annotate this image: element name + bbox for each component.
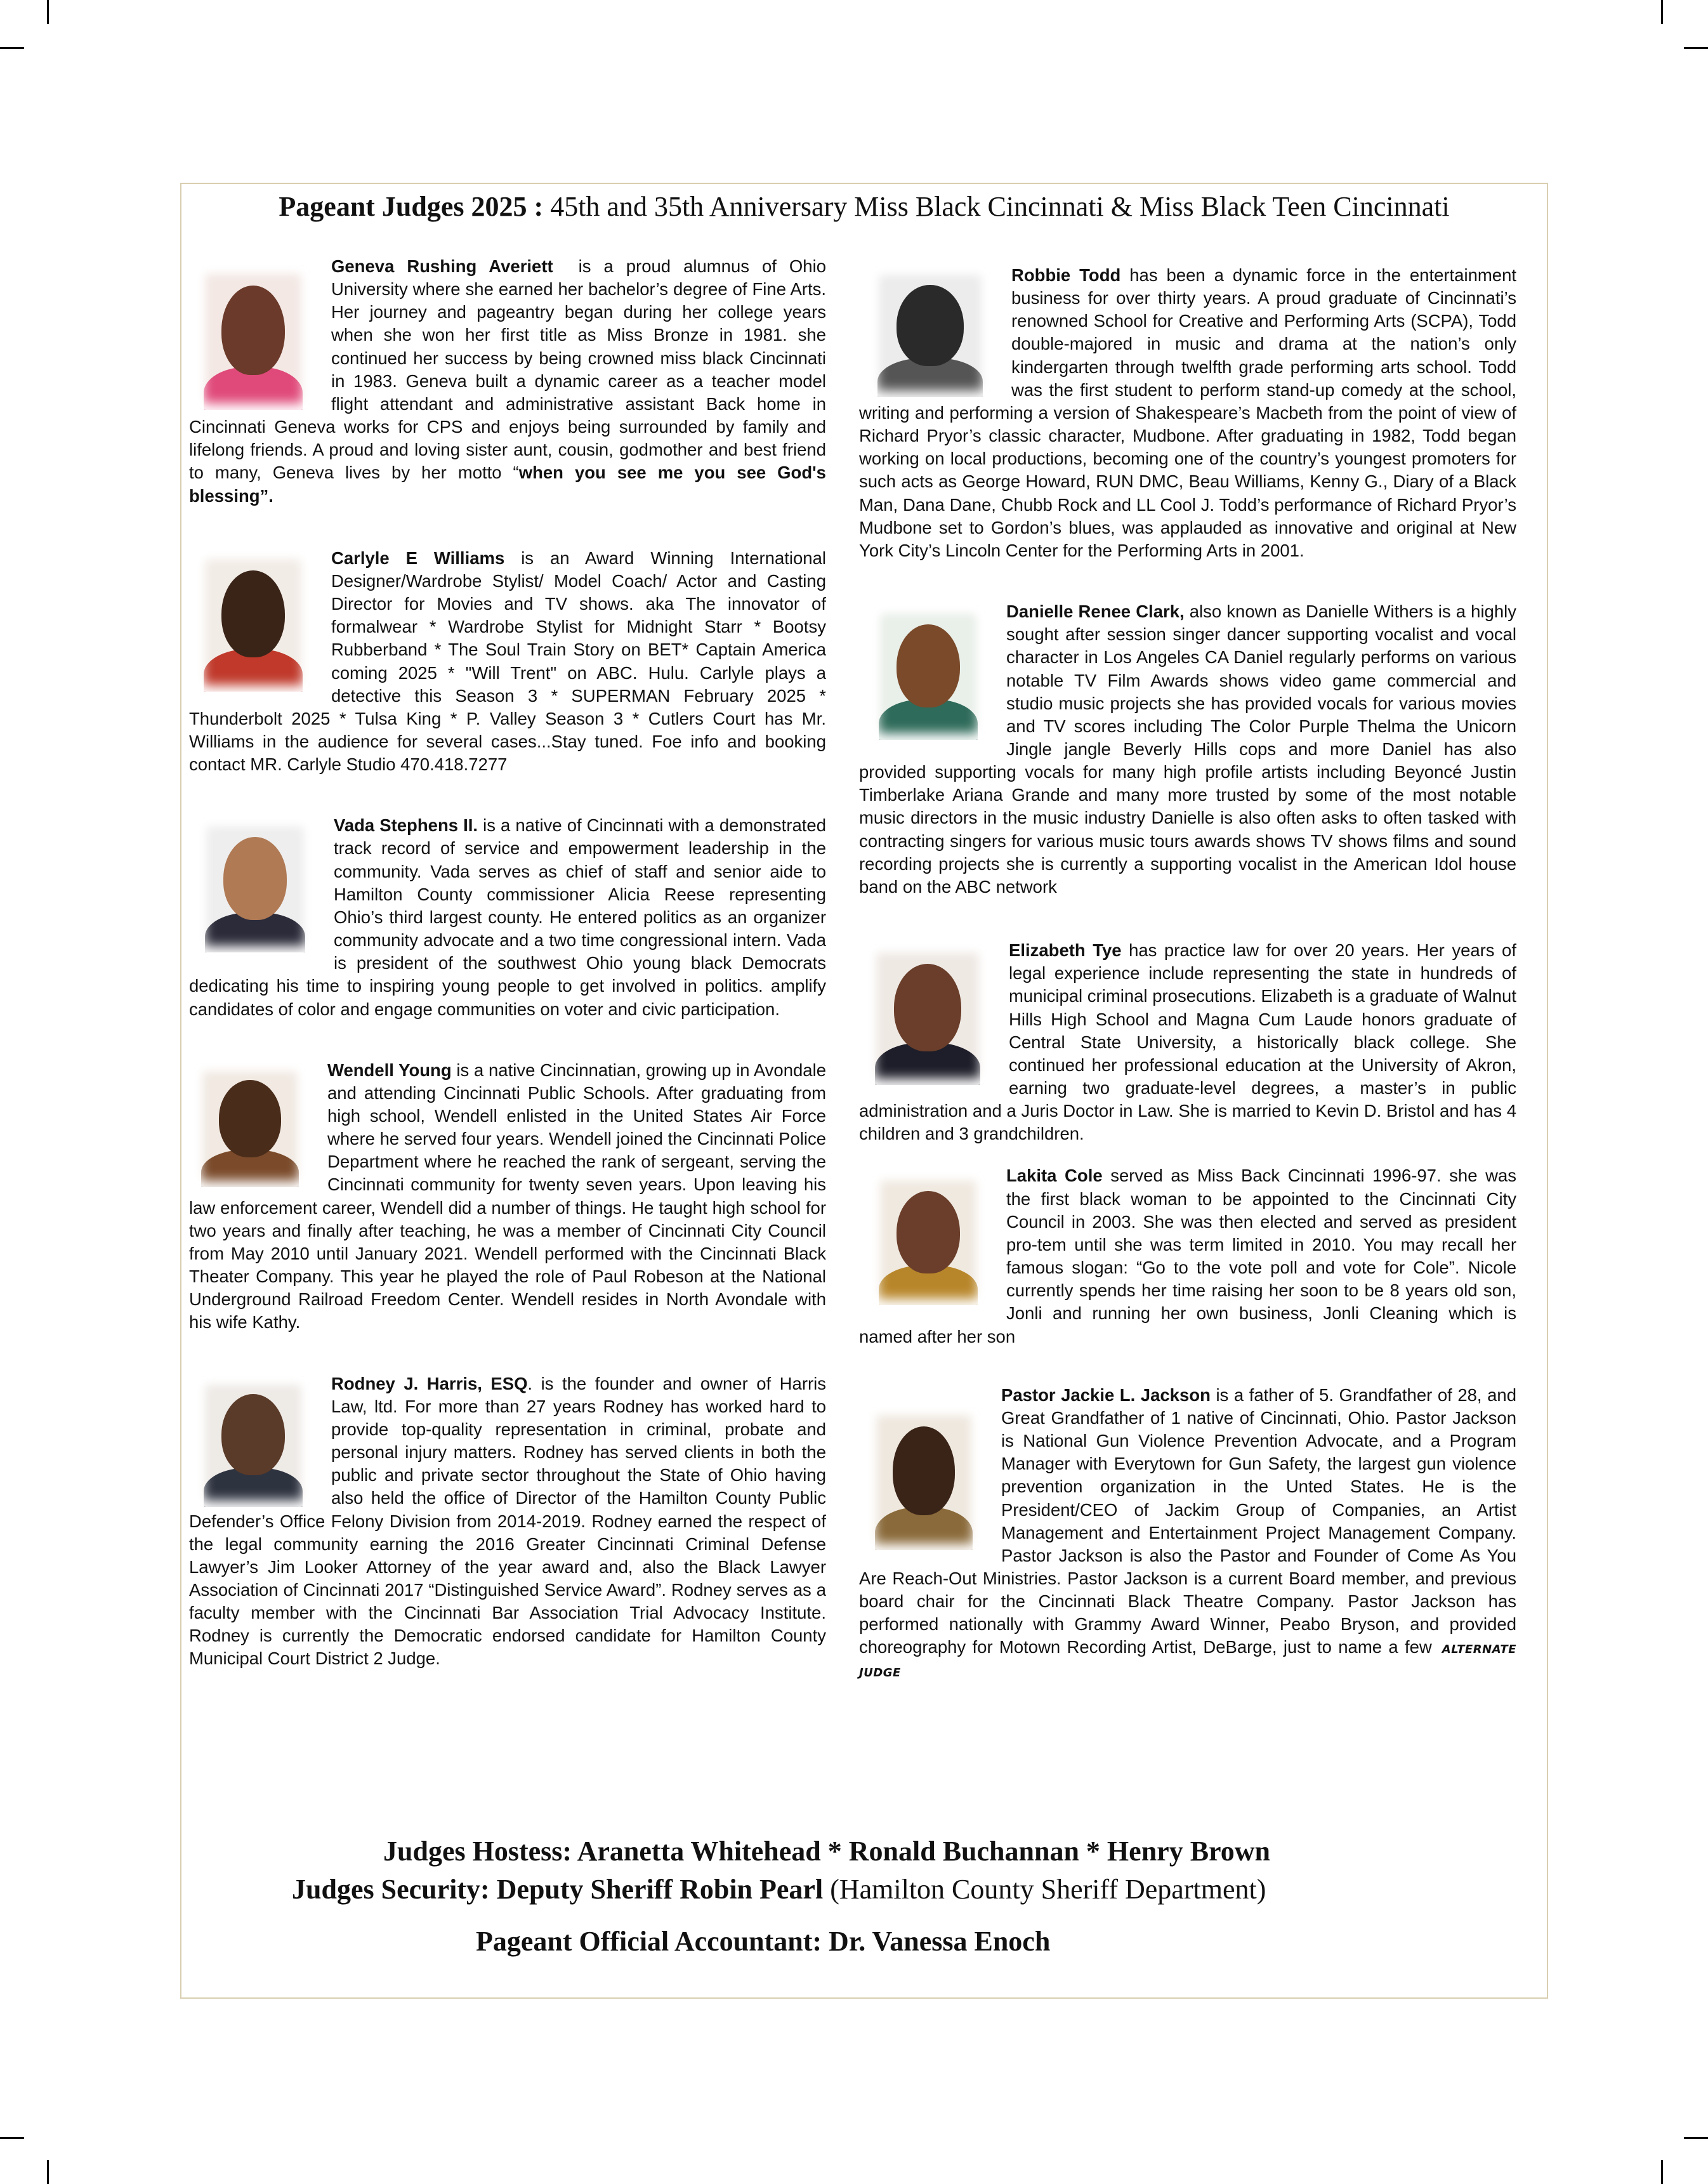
crop-mark xyxy=(1661,0,1663,24)
judge-photo xyxy=(872,1172,985,1305)
photo-glow xyxy=(197,1376,310,1507)
judge-name: Rodney J. Harris, ESQ xyxy=(331,1373,528,1393)
judge-bio-text: also known as Danielle Withers is a highly sought after session singer dancer supporting vocalist and vocal character in Los Angeles CA Daniel regularly performs on various notable TV Film Awards shows video game commercial and studio music projects she has provided vocals for various movies and TV scores including The Color Purple Thelma the Unicorn Jingle jangle Beverly Hills cops and more Daniel has also provided supporting vocals for many high profile artists including Beyoncé Justin Timberlake Ariana Grande and many more trusted by some of the most notable music directors in the music industry Danielle is also often asks to often tasked with contracting singers for various music tours awards shows TV shows films and sound recording projects she is currently a supporting vocalist in the American Idol house band on the ABC network xyxy=(859,602,1517,897)
judge-bio-text: has practice law for over 20 years. Her years of legal experience include representing the state in hundreds of municipal criminal prosecutions. Elizabeth is a graduate of Walnut Hills High School and Magna Cum Laude honors graduate of Central State University, a historically black college. She continued her professional education at the University of Akron, earning two graduate-level degrees, a master’s in public administration and a Juris Doctor in Law. She is married to Kevin D. Bristol and has 4 children and 3 grandchildren. xyxy=(859,940,1516,1144)
crop-mark xyxy=(1684,47,1708,49)
photo-glow xyxy=(197,551,310,692)
judge-name: Elizabeth Tye xyxy=(1009,940,1122,961)
bio-rodney xyxy=(189,1372,826,1671)
judge-bio-text: is a father of 5. Grandfather of 28, and Great Grandfather of 1 native of Cincinnati, Ohio. Pastor Jackson is National Gun Violence Prevention Advocate, and a Program Manager with Everytown for Gun Safety, the largest gun violence prevention organization in the Unted States. He is the President/CEO of Jackim Group of Companies, an Artist Management and Entertainment Project Management Company. Pastor Jackson is also the Pastor and Founder of Come As You Are Reach-Out Ministries. Pastor Jackson is a current Board member, and previous board chair for the Cincinnati Black Theatre Company. Pastor Jackson has performed nationally with Grammy Award Winner, Peabo Bryson, and provided choreography for Motown Recording Artist, DeBarge, just to name a few xyxy=(859,1385,1517,1657)
judge-bio-text: . is the founder and owner of Harris Law, ltd. For more than 27 years Rodney has worked hard to provide top-quality representation in criminal, probate and personal injury matters. Rodney has served clients in both the public and private sector throughout the State of Ohio having also held the office of Director of the Hamilton County Public Defender’s Office Felony Division from 2014-2019. Rodney earned the respect of the legal community earning the 2016 Greater Cincinnati Criminal Defense Lawyer’s Jim Looker Attorney of the year award and, also the Black Lawyer Association of Cincinnati 2017 “Distinguished Service Award”. Rodney serves as a faculty member with the Cincinnati Bar Association Trial Advocacy Institute. Rodney is currently the Democratic endorsed candidate for Hamilton County Municipal Court District 2 Judge. xyxy=(189,1373,827,1669)
photo-glow xyxy=(197,265,310,410)
judge-bio-text: has been a dynamic force in the entertainment business for over thirty years. A proud graduate of Cincinnati’s renowned School for Creative and Performing Arts (SCPA), Todd double-majored in music and drama at the nation’s only kindergarten through twelfth grade performing arts school. Todd was the first student to perform stand-up comedy at the school, writing and performing a version of Shakespeare’s Macbeth from the point of view of Richard Pryor’s classic character, Mudbone. After graduating in 1982, Todd began working on local productions, becoming one of the country’s youngest promoters for such acts as George Howard, RUN DMC, Beau Williams, Kenny G., Diary of a Black Man, Dana Dane, Chubb Rock and LL Cool J. Todd’s performance of Richard Pryor’s Mudbone set to Gordon’s blues, was applauded as innovative and original at New York City’s Lincoln Center for the Performing Arts in 2001. xyxy=(859,265,1517,560)
hostess-line xyxy=(383,1835,1270,1867)
bio-lakita xyxy=(859,1164,1516,1348)
bio-jackson xyxy=(859,1384,1516,1682)
judge-photo xyxy=(868,944,987,1085)
bio-danielle xyxy=(859,600,1516,898)
judge-photo xyxy=(197,551,310,692)
bio-carlyle xyxy=(189,547,826,777)
bio-wendell xyxy=(189,1059,826,1334)
left-column xyxy=(189,255,826,1671)
crop-mark xyxy=(47,0,49,24)
accountant-line xyxy=(476,1925,1050,1957)
judge-bio-text: is a native Cincinnatian, growing up in Avondale and attending Cincinnati Public Schools. After graduating from high school, Wendell enlisted in the United States Air Force where he served four years. Wendell joined the Cincinnati Police Department where he reached the rank of sergeant, serving the Cincinnati community for twenty seven years. Upon leaving his law enforcement career, Wendell did a number of things. He taught high school for two years and finally after teaching, he was a member of Cincinnati City Council from May 2010 until January 2021. Wendell performed with the Cincinnati Black Theater Company. This year he played the role of Paul Robeson at the National Underground Railroad Freedom Center. Wendell resides in North Avondale with his wife Kathy. xyxy=(189,1060,826,1332)
judge-bio-text: is a native of Cincinnati with a demonstrated track record of service and empowerment leadership in the community. Vada serves as chief of staff and senior aide to Hamilton County commissioner Alicia Reese representing Ohio’s third largest county. He entered politics as an organizer community advocate and a two time congressional intern. Vada is president of the southwest Ohio young black Democrats dedicating his time to inspiring young people to get involved in politics. amplify candidates of color and engage communities on voter and civic participation. xyxy=(189,815,826,1019)
security-line xyxy=(292,1873,1266,1905)
judge-photo xyxy=(872,605,985,740)
judge-bio-text: is a proud alumnus of Ohio University where she earned her bachelor’s degree of Fine Arts. Her journey and pageantry began during her college years when she won her first title as Miss Bronze in 1981. she continued her success by being crowned miss black Cincinnati in 1983. Geneva built a dynamic career as a teacher model flight attendant and administrative assistant Back home in Cincinnati Geneva works for CPS and enjoys being surrounded by family and lifelong friends. A proud and loving sister aunt, cousin, godmother and best friend to many, Geneva lives by her motto “ xyxy=(189,256,826,483)
judge-name: Lakita Cole xyxy=(1006,1166,1103,1186)
security-rest: (Hamilton County Sheriff Department) xyxy=(823,1874,1266,1905)
title-rest: 45th and 35th Anniversary Miss Black Cincinnati & Miss Black Teen Cincinnati xyxy=(543,191,1450,222)
accountant-text: Pageant Official Accountant: Dr. Vanessa Enoch xyxy=(476,1926,1051,1957)
right-column xyxy=(859,255,1516,1682)
judge-photo xyxy=(197,265,310,410)
page-title xyxy=(181,190,1547,223)
title-bold: Pageant Judges 2025 : xyxy=(279,191,544,222)
alternate-judge-tag: ALTERNATE JUDGE xyxy=(859,1643,1516,1680)
judge-name: Geneva Rushing Averiett xyxy=(331,256,553,276)
photo-glow xyxy=(872,605,985,740)
photo-glow xyxy=(194,1063,306,1187)
judge-name: Robbie Todd xyxy=(1011,265,1121,285)
photo-glow xyxy=(868,944,987,1085)
judge-photo xyxy=(198,818,312,952)
judge-name: Pastor Jackie L. Jackson xyxy=(1001,1385,1211,1405)
judge-name: Danielle Renee Clark, xyxy=(1006,602,1185,622)
photo-glow xyxy=(870,266,990,397)
judge-photo xyxy=(194,1063,306,1187)
judge-photo xyxy=(868,1407,980,1550)
hostess-label: Judges Hostess xyxy=(383,1836,563,1867)
judge-name: Carlyle E Williams xyxy=(331,548,505,568)
crop-mark xyxy=(0,47,24,49)
judge-bio-text: served as Miss Back Cincinnati 1996-97. she was the first black woman to be appointed to the Cincinnati City Council in 2003. She was then elected and served as president pro-tem until she was term limited in 2010. You may recall her famous slogan: “Go to the vote poll and vote for Cole”. Nicole currently spends her time raising her soon to be 8 years old son, Jonli and running her own business, Jonli Cleaning which is named after her son xyxy=(859,1166,1516,1346)
page-frame xyxy=(180,183,1548,1999)
judge-name: Wendell Young xyxy=(327,1060,452,1080)
crop-mark xyxy=(1684,2137,1708,2139)
judge-motto: when you see me you see God's blessing”. xyxy=(189,463,826,506)
judge-photo xyxy=(870,266,990,397)
photo-glow xyxy=(868,1407,980,1550)
bio-vada xyxy=(189,814,826,1020)
judge-name: Vada Stephens II. xyxy=(334,815,478,836)
crop-mark xyxy=(0,2137,24,2139)
bio-robbie xyxy=(859,264,1516,562)
crop-mark xyxy=(47,2160,49,2184)
photo-glow xyxy=(872,1172,985,1305)
bio-geneva xyxy=(189,255,826,508)
bio-elizabeth xyxy=(859,939,1516,1145)
hostess-names: : Aranetta Whitehead * Ronald Buchannan * Henry Brown xyxy=(562,1836,1271,1867)
judge-photo xyxy=(197,1376,310,1507)
judge-bio-text: is an Award Winning International Designer/Wardrobe Stylist/ Model Coach/ Actor and Casting Director for Movies and TV shows. aka The innovator of formalwear * Wardrobe Stylist for Midnight Starr * Bootsy Rubberband * The Soul Train Story on BET* Captain America coming 2025 * "Will Trent" on ABC. Hulu. Carlyle plays a detective this Season 3 * SUPERMAN February 2025 * Thunderbolt 2025 * Tulsa King * P. Valley Season 3 * Cutlers Court has Mr. Williams in the audience for several cases...Stay tuned. Foe info and booking contact MR. Carlyle Studio 470.418.7277 xyxy=(189,548,827,775)
security-label: Judges Security: Deputy Sheriff Robin Pearl xyxy=(292,1874,824,1905)
photo-glow xyxy=(198,818,312,952)
crop-mark xyxy=(1661,2160,1663,2184)
